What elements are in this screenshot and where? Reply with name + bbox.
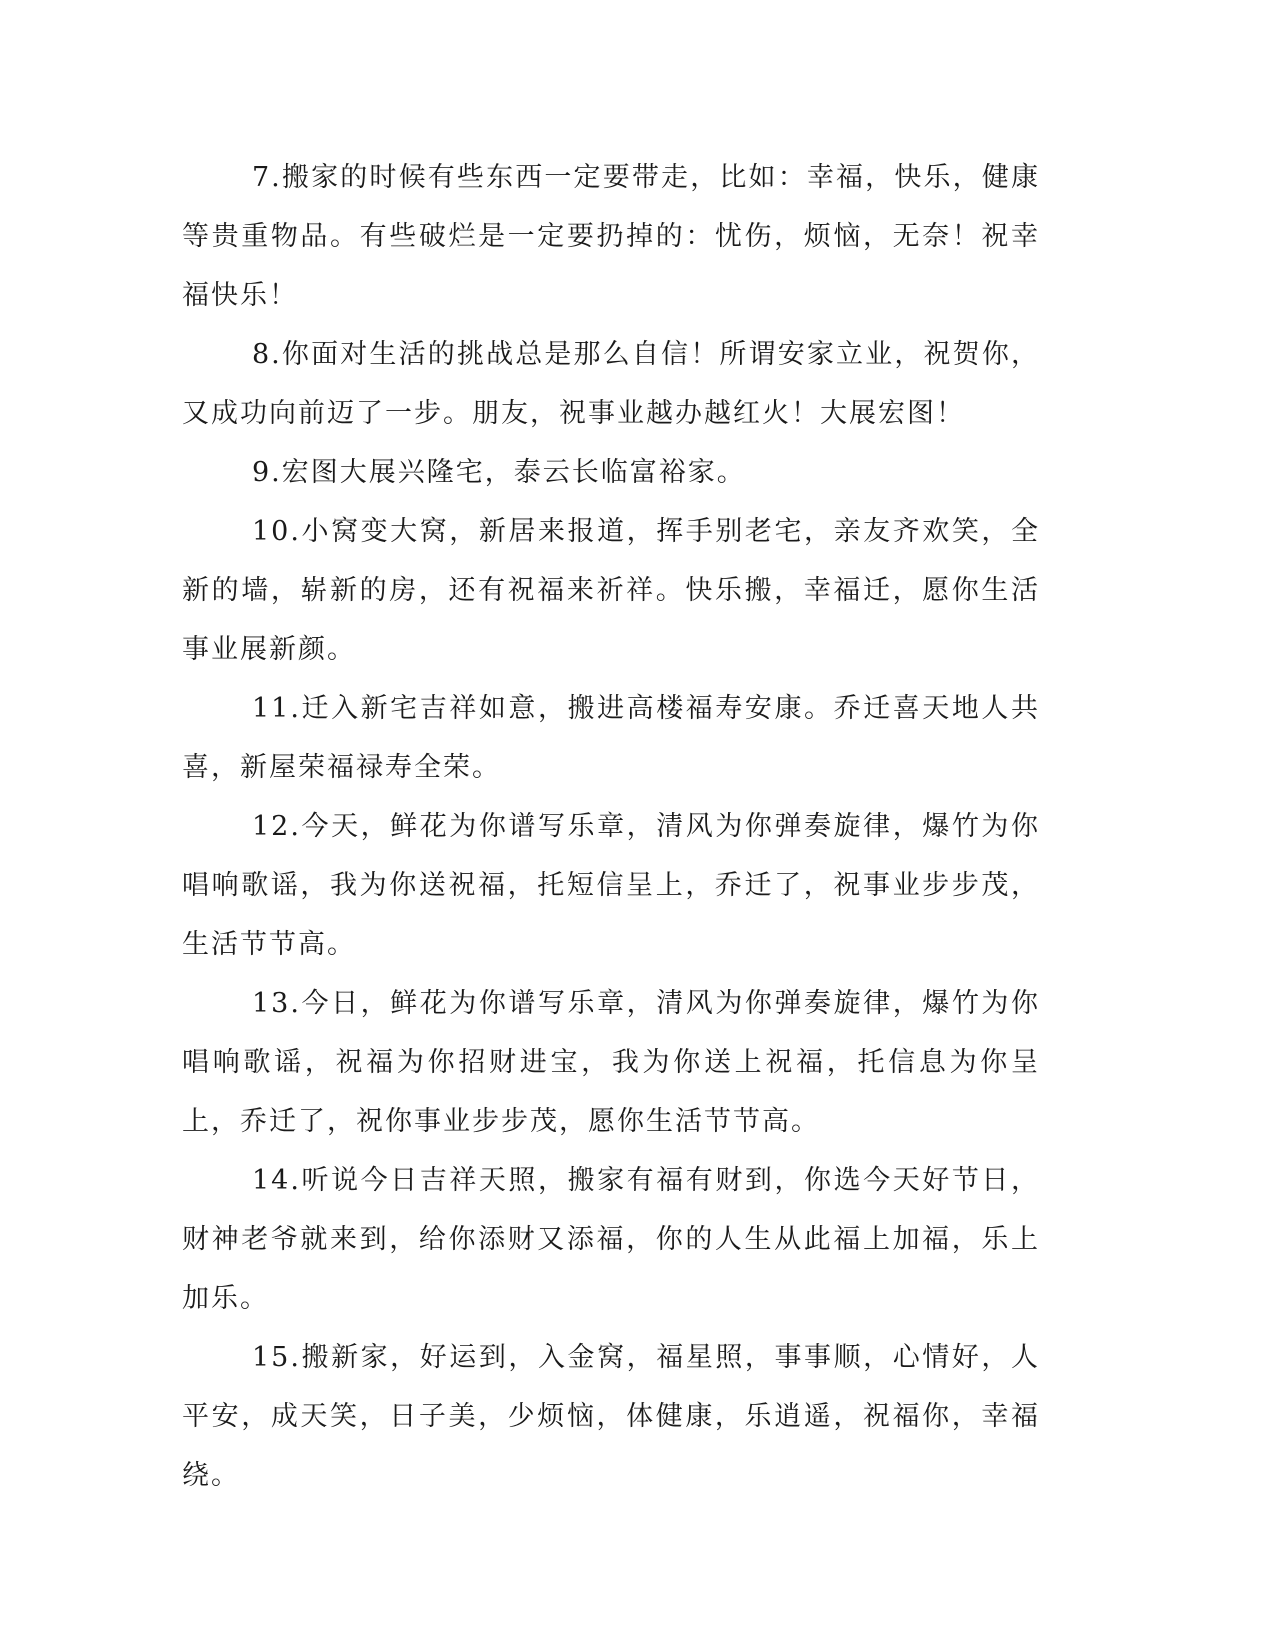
paragraph-7: 7.搬家的时候有些东西一定要带走，比如：幸福，快乐，健康等贵重物品。有些破烂是一定要扔掉的：忧伤，烦恼，无奈！祝幸福快乐！: [182, 162, 1040, 311]
paragraph-15: 15.搬新家，好运到，入金窝，福星照，事事顺，心情好，人平安，成天笑，日子美，少烦恼，体健康，乐逍遥，祝福你，幸福绕。: [182, 1342, 1040, 1491]
paragraph-13: 13.今日，鲜花为你谱写乐章，清风为你弹奏旋律，爆竹为你唱响歌谣，祝福为你招财进宝，我为你送上祝福，托信息为你呈上，乔迁了，祝你事业步步茂，愿你生活节节高。: [182, 988, 1040, 1137]
paragraph-9: 9.宏图大展兴隆宅，泰云长临富裕家。: [252, 457, 746, 488]
paragraph-11: 11.迁入新宅吉祥如意，搬进高楼福寿安康。乔迁喜天地人共喜，新屋荣福禄寿全荣。: [182, 693, 1040, 783]
paragraph-8: 8.你面对生活的挑战总是那么自信！所谓安家立业，祝贺你，又成功向前迈了一步。朋友，祝事业越办越红火！大展宏图！: [182, 339, 1040, 429]
paragraph-12: 12.今天，鲜花为你谱写乐章，清风为你弹奏旋律，爆竹为你唱响歌谣，我为你送祝福，托短信呈上，乔迁了，祝事业步步茂，生活节节高。: [182, 811, 1040, 960]
paragraph-14: 14.听说今日吉祥天照，搬家有福有财到，你选今天好节日，财神老爷就来到，给你添财又添福，你的人生从此福上加福，乐上加乐。: [182, 1165, 1040, 1314]
document-body: [182, 148, 1040, 1505]
paragraph-10: 10.小窝变大窝，新居来报道，挥手别老宅，亲友齐欢笑，全新的墙，崭新的房，还有祝福来祈祥。快乐搬，幸福迁，愿你生活事业展新颜。: [182, 516, 1040, 665]
